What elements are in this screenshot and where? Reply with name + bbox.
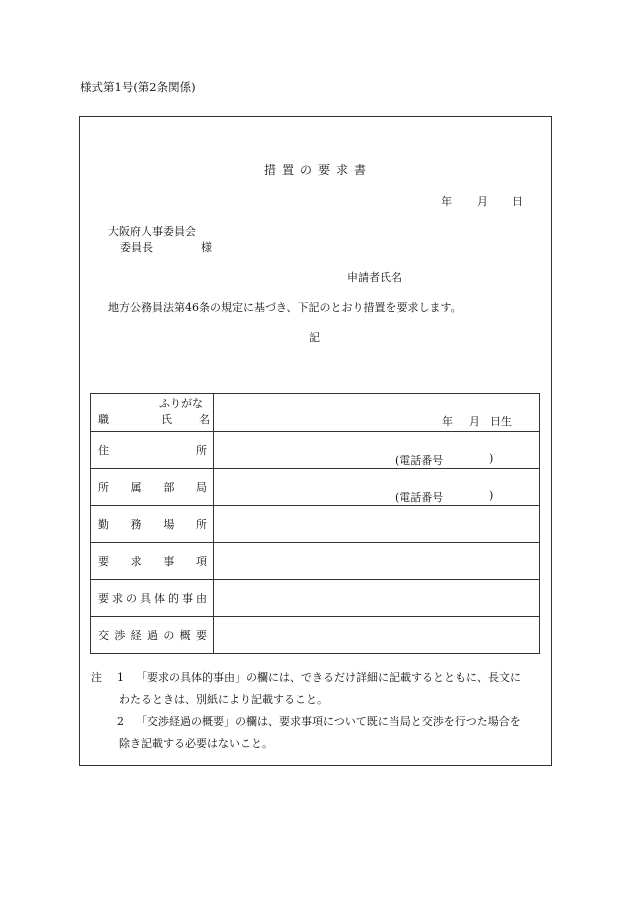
request-statement: 地方公務員法第46条の規定に基づき、下記のとおり措置を要求します。 — [108, 301, 462, 314]
label-cell — [91, 543, 214, 580]
row-label-char: 場 — [163, 518, 175, 531]
negotiation-summary-value-cell[interactable] — [214, 617, 540, 654]
tel-label: (電話番号 — [395, 491, 444, 504]
row-label-char: の — [163, 629, 175, 642]
birth-month-label: 月 — [469, 415, 480, 428]
addressee-title: 委員長 — [120, 241, 153, 254]
label-cell — [91, 394, 214, 432]
row-label-char: 所 — [195, 518, 207, 531]
row-label-char: 事 — [182, 592, 193, 605]
note-2-line1: 「交渉経過の概要」の欄は、要求事項について既に当局と交渉を行つた場合を — [136, 715, 521, 728]
row-label-char: 要 — [98, 555, 109, 568]
form-number: 様式第1号(第2条関係) — [80, 80, 196, 94]
birth-year-label: 年 — [442, 415, 453, 428]
row-label-char: 要 — [98, 592, 109, 605]
workplace-value-cell[interactable] — [214, 506, 540, 543]
row-label-char: 所 — [196, 444, 207, 457]
table-row — [91, 543, 540, 580]
furigana-label: ふりがな — [159, 397, 203, 410]
ki-heading: 記 — [309, 331, 320, 344]
row-label-char: 体 — [154, 592, 165, 605]
request-item-value-cell[interactable] — [214, 543, 540, 580]
label-cell — [91, 432, 214, 469]
row-label-char: 由 — [196, 592, 207, 605]
note-2-number: 2 — [117, 715, 124, 728]
row-label-char: 具 — [140, 592, 151, 605]
row-label-char: 勤 — [98, 518, 109, 531]
row-label-char: 概 — [179, 629, 191, 642]
document-title: 措置の要求書 — [263, 163, 372, 177]
label-cell — [91, 506, 214, 543]
date-year-label: 年 — [441, 195, 452, 208]
row-label-char: 局 — [195, 481, 207, 494]
row-label-char: 求 — [112, 592, 123, 605]
tel-close: ) — [489, 489, 494, 502]
tel-label: (電話番号 — [395, 454, 444, 467]
table-row — [91, 469, 540, 506]
row-label-char: 過 — [146, 629, 158, 642]
row-label-char: 部 — [163, 481, 175, 494]
row-label-char: 的 — [168, 592, 179, 605]
notes-prefix: 注 — [91, 671, 102, 684]
tel-field — [395, 489, 494, 505]
row-label-char: 項 — [195, 555, 207, 568]
row-label-char: 経 — [130, 629, 142, 642]
row-label-char: 交 — [98, 629, 109, 642]
row-label-char: の — [126, 592, 137, 605]
table-row — [91, 506, 540, 543]
request-form-table — [90, 393, 540, 654]
row-label-char: 求 — [130, 555, 142, 568]
address-value-cell[interactable] — [214, 432, 540, 469]
row-label-char: 事 — [163, 555, 175, 568]
row-label-char: 所 — [98, 481, 109, 494]
date-month-label: 月 — [477, 195, 488, 208]
applicant-name-label: 申請者氏名 — [347, 271, 402, 284]
label-cell — [91, 580, 214, 617]
department-value-cell[interactable] — [214, 469, 540, 506]
row-label-char: 渉 — [114, 629, 126, 642]
request-reason-value-cell[interactable] — [214, 580, 540, 617]
row-label-char: 属 — [130, 481, 142, 494]
name-label-char: 名 — [199, 413, 210, 426]
row-label-char: 住 — [98, 444, 109, 457]
table-row — [91, 617, 540, 654]
addressee-honorific: 様 — [201, 241, 212, 254]
name-label-char: 氏 — [161, 413, 172, 426]
label-cell — [91, 617, 214, 654]
date-day-label: 日 — [512, 195, 523, 208]
birth-day-label: 日生 — [490, 415, 512, 428]
table-row — [91, 580, 540, 617]
note-1-line2: わたるときは、別紙により記載すること。 — [119, 693, 328, 706]
tel-field — [395, 452, 494, 468]
note-1-line1: 「要求の具体的事由」の欄には、できるだけ詳細に記載するとともに、長文に — [136, 671, 521, 684]
row-label-char: 要 — [195, 629, 207, 642]
note-1-number: 1 — [117, 671, 124, 684]
addressee-org: 大阪府人事委員会 — [108, 225, 196, 238]
table-row — [91, 394, 540, 432]
note-2-line2: 除き記載する必要はないこと。 — [119, 737, 273, 750]
tel-close: ) — [489, 452, 494, 465]
row-label-char: 務 — [130, 518, 142, 531]
table-row — [91, 432, 540, 469]
name-value-cell[interactable] — [214, 394, 540, 432]
shoku-label: 職 — [98, 413, 109, 426]
label-cell — [91, 469, 214, 506]
